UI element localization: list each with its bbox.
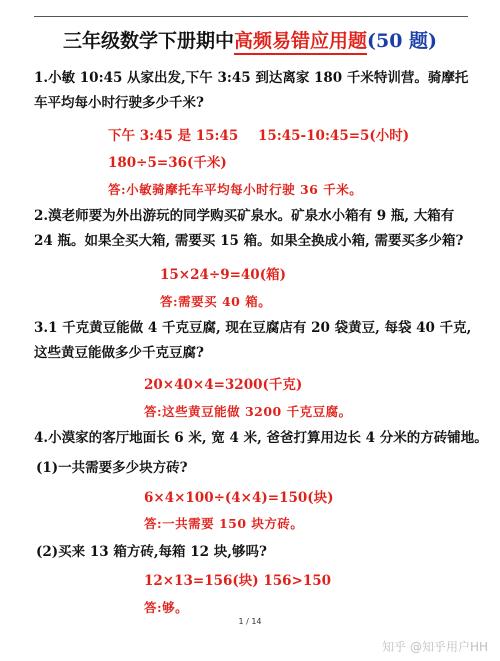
title-part-2: 高频易错应用题	[234, 30, 367, 55]
question-3-text: 3.1 千克黄豆能做 4 千克豆腐, 现在豆腐店有 20 袋黄豆, 每袋 40 千克, 这些黄豆能做多少千克豆腐?	[34, 320, 472, 361]
question-4-text: 4.小漠家的客厅地面长 6 米, 宽 4 米, 爸爸打算用边长 4 分米的方砖铺地。	[34, 430, 488, 446]
question-2-answer: 答:需要买 40 箱。	[160, 294, 272, 309]
question-4-sub-2-answer: 答:够。	[144, 600, 189, 615]
question-1-step-3: 180÷5=36(千米)	[108, 155, 227, 171]
question-4-sub-1-answer: 答:一共需要 150 块方砖。	[144, 516, 304, 531]
page-title	[0, 26, 500, 53]
question-4-sub-2: (2)买来 13 箱方砖,每箱 12 块,够吗?	[36, 544, 267, 560]
question-3-answer: 答:这些黄豆能做 3200 千克豆腐。	[144, 404, 352, 419]
question-1-answer: 答:小敏骑摩托车平均每小时行驶 36 千米。	[108, 182, 363, 197]
question-2-text: 2.漠老师要为外出游玩的同学购买矿泉水。矿泉水小箱有 9 瓶, 大箱有 24 瓶。如果全买大箱, 需要买 15 箱。如果全换成小箱, 需要买多少箱?	[34, 208, 464, 249]
page-number: 1 / 14	[238, 617, 262, 626]
top-rule	[34, 16, 468, 17]
question-2-step-1: 15×24÷9=40(箱)	[160, 267, 286, 283]
question-4-sub-2-step: 12×13=156(块) 156>150	[144, 573, 332, 589]
question-3-step-1: 20×40×4=3200(千克)	[144, 377, 303, 393]
question-1-step-2: 15:45-10:45=5(小时)	[258, 128, 410, 144]
question-4-sub-1: (1)一共需要多少块方砖?	[36, 460, 188, 476]
watermark: 知乎 @知乎用户HH	[382, 640, 488, 654]
title-part-3: (50 题)	[366, 30, 438, 52]
title-part-1: 三年级数学下册期中	[62, 30, 234, 52]
question-1-text: 1.小敏 10:45 从家出发,下午 3:45 到达离家 180 千米特训营。骑摩托车平均每小时行驶多少千米?	[34, 70, 469, 111]
question-4-sub-1-step: 6×4×100÷(4×4)=150(块)	[144, 490, 334, 506]
question-1-step-1: 下午 3:45 是 15:45	[108, 128, 239, 144]
